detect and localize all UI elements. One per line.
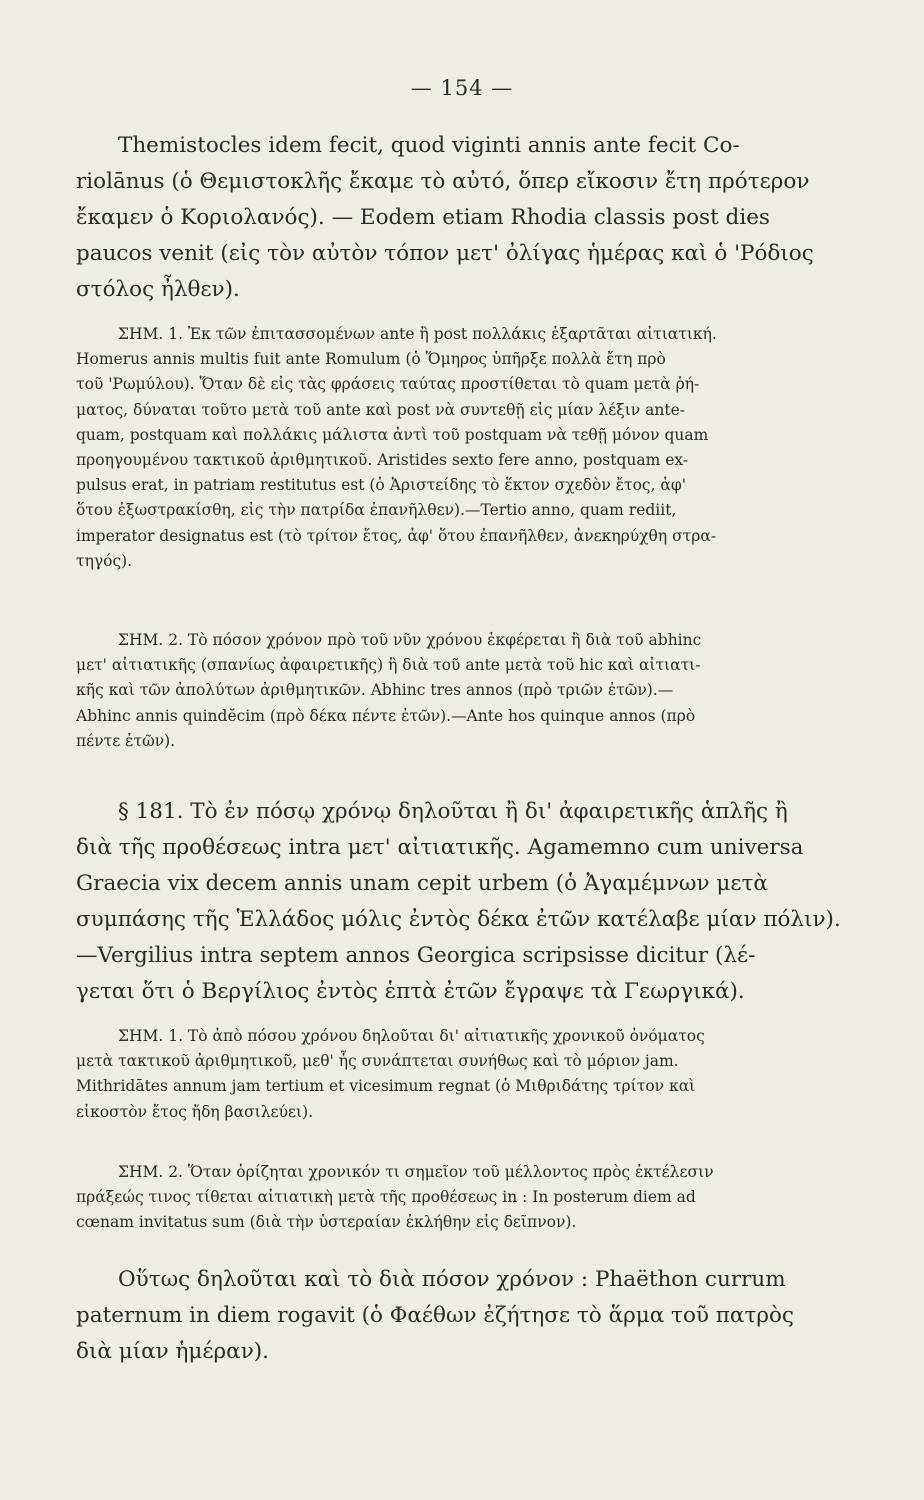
text-line: —Vergilius intra septem annos Georgica scripsisse dicitur (λέ-	[76, 943, 756, 968]
section-181	[76, 794, 884, 1010]
text-line: Homerus annis multis fuit ante Romulum (ὁ Ὅμηρος ὑπῆρξε πολλὰ ἔτη πρὸ	[76, 350, 666, 369]
note-1-second	[76, 1024, 884, 1125]
text-line: Graecia vix decem annis unam cepit urbem (ὁ Ἀγαμέμνων μετὰ	[76, 871, 768, 896]
text-line: ὅτου ἐξωστρακίσθη, εἰς τὴν πατρίδα ἐπανῆλθεν).—Tertio anno, quam rediit,	[76, 501, 677, 520]
page-number: — 154 —	[410, 76, 514, 100]
text-line: ματος, δύναται τοῦτο μετὰ τοῦ ante καὶ post νὰ συντεθῇ εἰς μίαν λέξιν ante-	[76, 400, 685, 419]
text-line: συμπάσης τῆς Ἑλλάδος μόλις ἐντὸς δέκα ἐτῶν κατέλαβε μίαν πόλιν).	[76, 907, 841, 932]
final-paragraph	[76, 1262, 884, 1370]
text-line: τοῦ 'Ρωμύλου). Ὅταν δὲ εἰς τὰς φράσεις ταύτας προστίθεται τὸ quam μετὰ ῥή-	[76, 375, 700, 394]
text-line: § 181. Τὸ ἐν πόσῳ χρόνῳ δηλοῦται ἢ δι' ἀφαιρετικῆς ἁπλῆς ἢ	[118, 799, 788, 824]
text-line: διὰ τῆς προθέσεως intra μετ' αἰτιατικῆς. Agamemno cum universa	[76, 835, 804, 860]
text-line: cœnam invitatus sum (διὰ τὴν ὑστεραίαν ἐκλήθην εἰς δεῖπνον).	[76, 1213, 577, 1232]
text-line: προηγουμένου τακτικοῦ ἀριθμητικοῦ. Aristides sexto fere anno, postquam ex-	[76, 451, 689, 470]
text-line: ΣΗΜ. 1. Ἐκ τῶν ἐπιτασσομένων ante ἢ post πολλάκις ἐξαρτᾶται αἰτιατική.	[118, 325, 717, 343]
text-line: μετὰ τακτικοῦ ἀριθμητικοῦ, μεθ' ἧς συνάπτεται συνήθως καὶ τὸ μόριον jam.	[76, 1052, 679, 1071]
intro-paragraph	[76, 128, 884, 308]
text-line: τηγός).	[76, 551, 133, 570]
text-line: ΣΗΜ. 2. Τὸ πόσον χρόνον πρὸ τοῦ νῦν χρόνου ἐκφέρεται ἢ διὰ τοῦ abhinc	[118, 631, 702, 649]
text-line: riolānus (ὁ Θεμιστοκλῆς ἔκαμε τὸ αὐτό, ὅπερ εἴκοσιν ἔτη πρότερον	[76, 169, 810, 194]
text-line: ΣΗΜ. 2. Ὅταν ὁρίζηται χρονικόν τι σημεῖον τοῦ μέλλοντος πρὸς ἐκτέλεσιν	[118, 1163, 714, 1181]
text-line: quam, postquam καὶ πολλάκις μάλιστα ἀντὶ τοῦ postquam νὰ τεθῇ μόνον quam	[76, 425, 709, 444]
text-line: ΣΗΜ. 1. Τὸ ἀπὸ πόσου χρόνου δηλοῦται δι' αἰτιατικῆς χρονικοῦ ὀνόματος	[118, 1027, 705, 1045]
text-line: pulsus erat, in patriam restitutus est (ὁ Ἀριστείδης τὸ ἕκτον σχεδὸν ἔτος, ἀφ'	[76, 476, 687, 495]
note-2-second	[76, 1160, 884, 1236]
note-2-first	[76, 628, 884, 754]
text-line: Mithridātes annum jam tertium et vicesimum regnat (ὁ Μιθριδάτης τρίτον καὶ	[76, 1077, 696, 1096]
note-1-first	[76, 322, 884, 574]
text-line: πράξεώς τινος τίθεται αἰτιατικὴ μετὰ τῆς προθέσεως in : In posterum diem ad	[76, 1188, 696, 1207]
text-line: Abhinc annis quindĕcim (πρὸ δέκα πέντε ἐτῶν).—Ante hos quinque annos (πρὸ	[76, 706, 696, 725]
text-line: στόλος ἦλθεν).	[76, 277, 240, 302]
text-line: paternum in diem rogavit (ὁ Φαέθων ἐζήτησε τὸ ἅρμα τοῦ πατρὸς	[76, 1303, 794, 1328]
text-line: paucos venit (εἰς τὸν αὐτὸν τόπον μετ' ὀλίγας ἡμέρας καὶ ὁ 'Ρόδιος	[76, 241, 814, 266]
text-line: imperator designatus est (τὸ τρίτον ἔτος, ἀφ' ὅτου ἐπανῆλθεν, ἀνεκηρύχθη στρα-	[76, 526, 717, 545]
text-line: εἰκοστὸν ἔτος ἤδη βασιλεύει).	[76, 1102, 314, 1121]
text-line: πέντε ἐτῶν).	[76, 731, 176, 750]
text-line: Οὕτως δηλοῦται καὶ τὸ διὰ πόσον χρόνον : Phaëthon currum	[118, 1267, 786, 1292]
text-line: διὰ μίαν ἡμέραν).	[76, 1339, 269, 1364]
text-line: γεται ὅτι ὁ Βεργίλιος ἐντὸς ἑπτὰ ἐτῶν ἔγραψε τὰ Γεωργικά).	[76, 979, 745, 1004]
text-line: μετ' αἰτιατικῆς (σπανίως ἀφαιρετικῆς) ἢ διὰ τοῦ ante μετὰ τοῦ hic καὶ αἰτιατι-	[76, 656, 701, 675]
text-line: Themistocles idem fecit, quod viginti annis ante fecit Co-	[118, 133, 740, 158]
text-line: ἔκαμεν ὁ Κοριολανός). — Eodem etiam Rhodia classis post dies	[76, 205, 770, 230]
text-line: κῆς καὶ τῶν ἀπολύτων ἀριθμητικῶν. Abhinc tres annos (πρὸ τριῶν ἐτῶν).—	[76, 681, 674, 700]
